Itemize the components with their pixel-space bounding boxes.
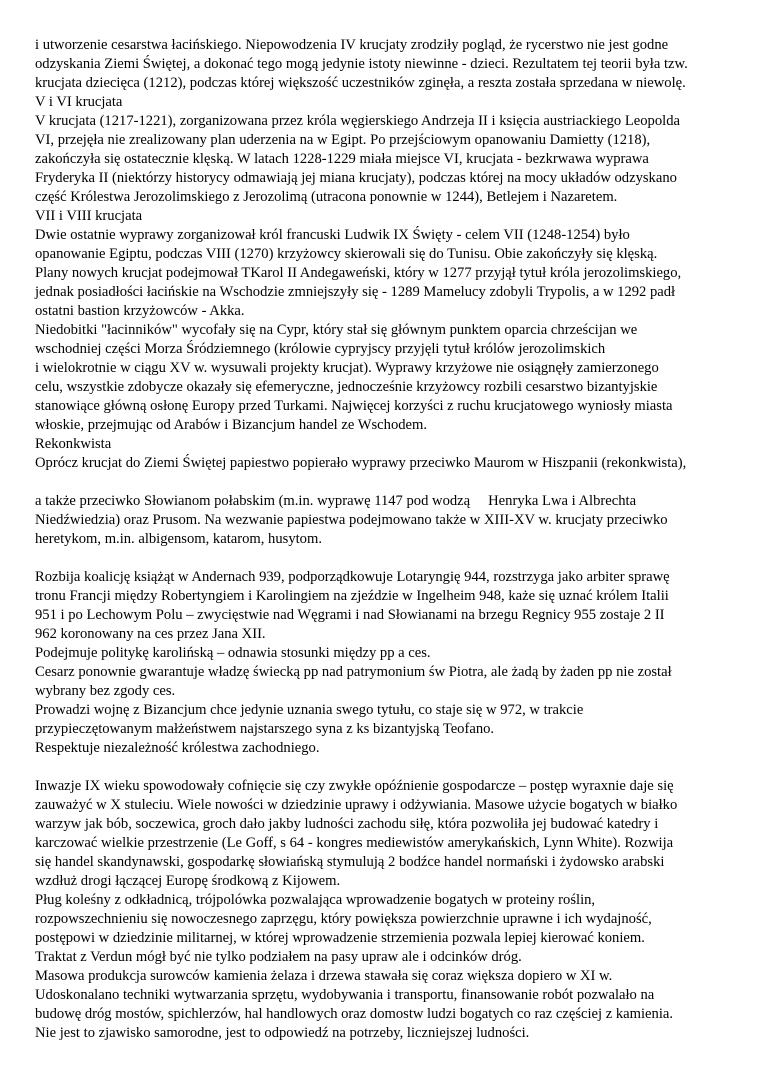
text-line-content: Niedźwiedzia) oraz Prusom. Na wezwanie papiestwa podejmowano także w XIII-XV w. krucjaty przeciwko [35, 512, 668, 528]
text-line [35, 778, 674, 795]
text-line [35, 664, 672, 681]
text-line-content: stanowiące główną osłonę Europy przed Turkami. Najwięcej korzyści z ruchu krucjatowego wyniosły miasta [35, 398, 673, 414]
text-line-content: warzyw jak bób, soczewica, groch dało jakby ludności zachodu siłę, która pozwoliła jej budować katedry i [35, 816, 659, 832]
text-line [35, 930, 645, 947]
text-line-content: VI, przejęła nie zrealizowany plan uderzenia na w Egipt. Po przejściowym opanowaniu Damietty (1218), [35, 132, 651, 148]
text-line [35, 797, 677, 814]
text-line [35, 322, 637, 339]
text-line-content: celu, wszystkie zdobycze okazały się efemeryczne, jednocześnie krzyżowcy rozbili cesarstwo bizantyjskie [35, 379, 658, 395]
text-line [35, 398, 673, 415]
text-line-content: część Królestwa Jerozolimskiego z Jerozolimą (utracona ponownie w 1244), Betlejem i Nazaretem. [35, 189, 618, 205]
text-line-tail: Henryka Lwa i Albrechta [488, 493, 637, 509]
text-line-content: Respektuje niezależność królestwa zachodniego. [35, 740, 320, 756]
text-line-content: heretykom, m.in. albigensom, katarom, husytom. [35, 531, 322, 547]
text-line [35, 75, 686, 92]
text-line-content: ostatni bastion krzyżowców - Akka. [35, 303, 245, 319]
text-line [35, 227, 630, 244]
text-line [35, 341, 605, 358]
text-line-content: Fryderyka II (niektórzy historycy odmawiają jej miana krucjaty), podczas której na mocy układów odzyskano [35, 170, 677, 186]
text-line [35, 265, 681, 282]
text-line-content: Cesarz ponownie gwarantuje władzę świecką pp nad patrymonium św Piotra, ale żadą by żaden pp nie został [35, 664, 672, 680]
text-line [35, 835, 673, 852]
text-line-content: i utworzenie cesarstwa łacińskiego. Niepowodzenia IV krucjaty zrodziły pogląd, że rycerstwo nie jest godne [35, 37, 669, 53]
text-line-content: włoskie, przejmując od Arabów i Bizancjum handel ze Wschodem. [35, 417, 428, 433]
text-line [35, 873, 340, 890]
text-line [35, 1006, 673, 1023]
text-line-content: wybrany bez zgody ces. [35, 683, 176, 699]
text-line-content: zauważyć w X stuleciu. Wiele nowości w dziedzinie uprawy i odżywiania. Masowe użycie bogatych w białko [35, 797, 678, 813]
text-line [35, 645, 431, 662]
text-line [35, 455, 686, 472]
text-line [35, 360, 659, 377]
text-line-content: Nie jest to zjawisko samorodne, jest to odpowiedź na potrzeby, liczniejszej ludności. [35, 1025, 530, 1041]
text-line [35, 626, 266, 643]
text-line-content: przypieczętowanym małżeństwem najstarszego syna z ks bizantyjską Teofano. [35, 721, 495, 737]
text-line-content: VII i VIII krucjata [35, 208, 143, 224]
text-line-content: wzdłuż drogi łączącej Europę środkową z Kijowem. [35, 873, 341, 889]
text-line [35, 493, 636, 510]
text-line [35, 189, 617, 206]
text-line [35, 854, 664, 871]
text-line-content: Oprócz krucjat do Ziemi Świętej papiestwo popierało wyprawy przeciwko Maurom w Hiszpanii (rekonkwista), [35, 455, 687, 471]
text-line [35, 702, 583, 719]
text-line [35, 892, 595, 909]
text-line [35, 417, 427, 434]
text-line [35, 436, 111, 453]
text-line [35, 303, 245, 320]
text-line-content: opanowanie Egiptu, podczas VIII (1270) krzyżowcy skierowali się do Tunisu. Obie zakończyły się klęską. [35, 246, 658, 262]
text-line [35, 968, 612, 985]
text-line-content: Plany nowych krucjat podejmował TKarol II Andegaweński, który w 1277 przyjął tytuł króla jerozolimskiego, [35, 265, 682, 281]
text-line [35, 94, 122, 111]
text-line-content: Pług koleśny z odkładnicą, trójpolówka pozwalająca wprowadzenie bogatych w proteiny roślin, [35, 892, 596, 908]
text-line [35, 37, 668, 54]
text-line-content: V krucjata (1217-1221), zorganizowana przez króla węgierskiego Andrzeja II i księcia austriackiego Leopolda [35, 113, 680, 129]
text-line-content: tronu Francji między Robertyngiem i Karolingiem na zjeździe w Ingelheim 948, każe się uznać królem Italii [35, 588, 669, 604]
text-line-content: Traktat z Verdun mógł być nie tylko podziałem na pasy upraw ale i odcinków dróg. [35, 949, 522, 965]
text-line-content: się handel skandynawski, gospodarkę słowiańską stymulują 2 bodźce handel normański i żydowsko arabski [35, 854, 665, 870]
text-line-content: rozpowszechnieniu się nowoczesnego zaprzęgu, który powiększa powierzchnie uprawne i ich wydajność, [35, 911, 652, 927]
text-line-content: a także przeciwko Słowianom połabskim (m.in. wyprawę 1147 pod wodzą [35, 493, 471, 509]
text-line-content: odzyskania Ziemi Świętej, a dokonać tego mogą jedynie istoty niewinne - dzieci. Rezultatem tej teorii była tzw. [35, 56, 688, 72]
text-line-content: Dwie ostatnie wyprawy zorganizował król francuski Ludwik IX Święty - celem VII (1248-1254) było [35, 227, 630, 243]
text-line [35, 987, 654, 1004]
text-line [35, 284, 675, 301]
text-line [35, 740, 319, 757]
text-line [35, 246, 657, 263]
text-line-content: Masowa produkcja surowców kamienia żelaza i drzewa stawała się coraz większa dopiero w XI w. [35, 968, 613, 984]
text-line-content: krucjata dziecięca (1212), podczas której większość uczestników zginęła, a reszta została sprzedana w niewolę. [35, 75, 686, 91]
text-line-content: jednak posiadłości łacińskie na Wschodzie zmniejszyły się - 1289 Mamelucy zdobyli Trypolis, a w 1292 padł [35, 284, 676, 300]
text-line-content: karczować wielkie przestrzenie (Le Goff, s 64 - kongres mediewistów amerykańskich, Lynn White). Rozwija [35, 835, 674, 851]
text-line-content: Podejmuje politykę karolińską – odnawia stosunki między pp a ces. [35, 645, 431, 661]
text-line-content: V i VI krucjata [35, 94, 123, 110]
text-line [35, 816, 658, 833]
text-line [35, 949, 522, 966]
text-line-content: 951 i po Lechowym Polu – zwycięstwie nad Węgrami i nad Słowianami na brzegu Regnicy 955 zostaje 2 II [35, 607, 665, 623]
text-line [35, 721, 494, 738]
text-line-content: Prowadzi wojnę z Bizancjum chce jedynie uznania swego tytułu, co staje się w 972, w trakcie [35, 702, 584, 718]
text-line [35, 588, 669, 605]
text-line [35, 379, 657, 396]
text-line [35, 132, 650, 149]
text-line-content: Rozbija koalicję książąt w Andernach 939, podporządkowuje Lotaryngię 944, rozstrzyga jako arbiter sprawę [35, 569, 670, 585]
text-line [35, 170, 677, 187]
text-line [35, 1025, 529, 1042]
text-line-content: budowę dróg mostów, spichlerzów, hal handlowych oraz domostw ludzi bogatych co raz częściej z kamienia. [35, 1006, 673, 1022]
text-line-content: postępowi w dziedzinie militarnej, w której wprowadzenie strzemienia pozwala lepiej kierować koniem. [35, 930, 645, 946]
text-line [35, 569, 670, 586]
text-line [35, 56, 688, 73]
text-line [35, 208, 142, 225]
text-line-content: Niedobitki "łacinników" wycofały się na Cypr, który stał się głównym punktem oparcia chrześcijan we [35, 322, 638, 338]
text-line [35, 531, 322, 548]
text-line-content: Inwazje IX wieku spowodowały cofnięcie się czy zwykłe opóźnienie gospodarcze – postęp wyraxnie daje się [35, 778, 674, 794]
text-line-content: i wielokrotnie w ciągu XV w. wysuwali projekty krucjat). Wyprawy krzyżowe nie osiągnęły zamierzonego [35, 360, 659, 376]
text-line [35, 607, 665, 624]
text-line [35, 512, 668, 529]
text-line [35, 151, 649, 168]
text-line [35, 683, 175, 700]
text-line-content: wschodniej części Morza Śródziemnego (królowie cypryjscy przyjęli tytuł królów jerozolimskich [35, 341, 606, 357]
text-line-content: 962 koronowany na ces przez Jana XII. [35, 626, 266, 642]
text-line [35, 113, 680, 130]
text-line-content: zakończyła się ostatecznie klęską. W latach 1228-1229 miała miejsce VI, krucjata - bezkrwawa wyprawa [35, 151, 649, 167]
text-line [35, 911, 652, 928]
text-line-content: Udoskonalano techniki wytwarzania sprzętu, wydobywania i transportu, finansowanie robót pozwalało na [35, 987, 655, 1003]
text-line-content: Rekonkwista [35, 436, 112, 452]
